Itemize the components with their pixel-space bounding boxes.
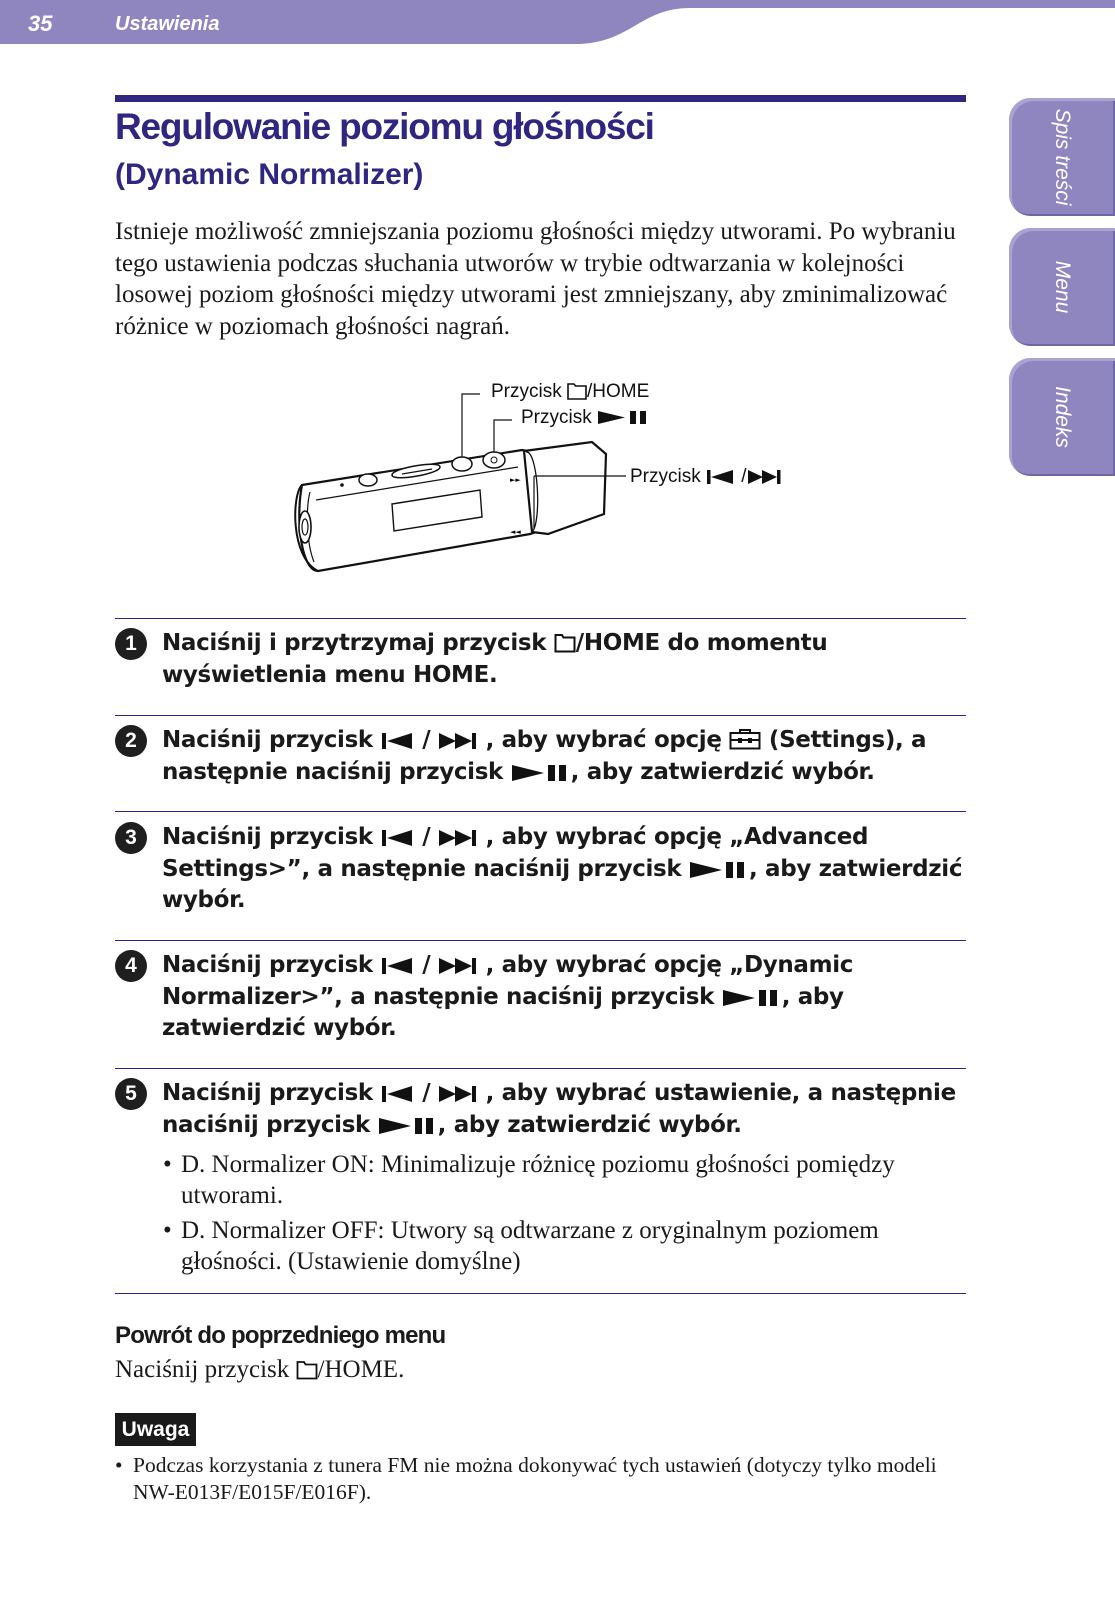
home-folder-icon (567, 382, 587, 400)
settings-toolbox-icon (729, 728, 761, 750)
play-pause-icon (722, 989, 782, 1007)
step-number: 3 (115, 822, 147, 854)
page-number: 35 (28, 11, 53, 36)
callout-play-button: Przycisk (521, 407, 651, 429)
step-1 (115, 628, 965, 691)
previous-track-icon (381, 957, 415, 975)
tab-label: Spis treści (1051, 108, 1074, 206)
next-track-icon (438, 1085, 478, 1103)
note-text: • Podczas korzystania z tunera FM nie można dokonywać tych ustawień (dotyczy tylko modeli NW-E013F/E015F/E016F). (133, 1452, 963, 1506)
section-name: Ustawienia (115, 13, 220, 35)
divider (115, 1068, 966, 1069)
step-text: Naciśnij przycisk / , aby wybrać opcję „Dynamic Normalizer>”, a następnie naciśnij przycisk , aby zatwierdzić wybór. (162, 952, 854, 1041)
title-rule (115, 95, 966, 102)
step-number: 4 (115, 950, 147, 982)
step-text: Naciśnij przycisk / , aby wybrać ustawienie, a następnie naciśnij przycisk , aby zatwierdzić wybór. (162, 1080, 956, 1138)
step-text: Naciśnij przycisk / , aby wybrać opcję (Settings), a następnie naciśnij przycisk , aby zatwierdzić wybór. (162, 727, 927, 785)
tab-label: Indeks (1051, 386, 1074, 448)
step-4 (115, 950, 965, 1045)
step-number: 5 (115, 1078, 147, 1110)
list-item: • D. Normalizer OFF: Utwory są odtwarzane z oryginalnym poziomem głośności. (Ustawienie domyślne) (163, 1215, 965, 1277)
back-text: Naciśnij przycisk /HOME. (115, 1356, 405, 1383)
step-number: 1 (115, 628, 147, 660)
previous-track-icon (381, 1085, 415, 1103)
divider (115, 1293, 966, 1294)
previous-track-icon (706, 469, 736, 485)
divider (115, 811, 966, 812)
svg-text:◄◄: ◄◄ (510, 528, 521, 536)
home-folder-icon (296, 1360, 318, 1380)
next-track-icon (438, 957, 478, 975)
callout-home-button: Przycisk /HOME (491, 381, 650, 402)
tab-index[interactable] (1009, 358, 1115, 476)
step-5 (115, 1078, 965, 1281)
step-number: 2 (115, 725, 147, 757)
play-pause-icon (378, 1117, 438, 1135)
tab-menu[interactable] (1009, 228, 1115, 346)
callout-skip-buttons: Przycisk / (630, 466, 783, 488)
play-pause-icon (689, 861, 749, 879)
divider (115, 618, 966, 619)
previous-track-icon (381, 829, 415, 847)
previous-track-icon (381, 732, 415, 750)
divider (115, 715, 966, 716)
option-list (163, 1149, 965, 1277)
tab-table-of-contents[interactable] (1009, 98, 1115, 216)
note-badge: Uwaga (115, 1413, 196, 1446)
tab-label: Menu (1051, 260, 1074, 314)
svg-text:►►: ►► (510, 476, 521, 484)
divider (115, 940, 966, 941)
next-track-icon (438, 732, 478, 750)
step-text: Naciśnij i przytrzymaj przycisk /HOME do momentu wyświetlenia menu HOME. (162, 630, 828, 688)
play-pause-icon (597, 409, 651, 426)
device-illustration (280, 372, 800, 587)
step-3 (115, 822, 965, 917)
step-text: Naciśnij przycisk / , aby wybrać opcję „Advanced Settings>”, a następnie naciśnij przycisk , aby zatwierdzić wybór. (162, 824, 963, 913)
page-subtitle: (Dynamic Normalizer) (115, 158, 424, 191)
list-item: • D. Normalizer ON: Minimalizuje różnicę poziomu głośności pomiędzy utworami. (163, 1149, 965, 1211)
home-folder-icon (554, 633, 576, 653)
step-2 (115, 725, 965, 788)
play-pause-icon (511, 764, 571, 782)
back-heading: Powrót do poprzedniego menu (115, 1322, 446, 1349)
page-title: Regulowanie poziomu głośności (115, 106, 654, 147)
next-track-icon (438, 829, 478, 847)
next-track-icon (747, 469, 783, 485)
intro-paragraph: Istnieje możliwość zmniejszania poziomu głośności między utworami. Po wybraniu tego ustawienia podczas słuchania utworów w trybie odtwarzania w kolejności losowej poziom głośności między utworami jest zmniejszany, aby zminimalizować różnice w poziomach głośności nagrań. (115, 218, 956, 340)
